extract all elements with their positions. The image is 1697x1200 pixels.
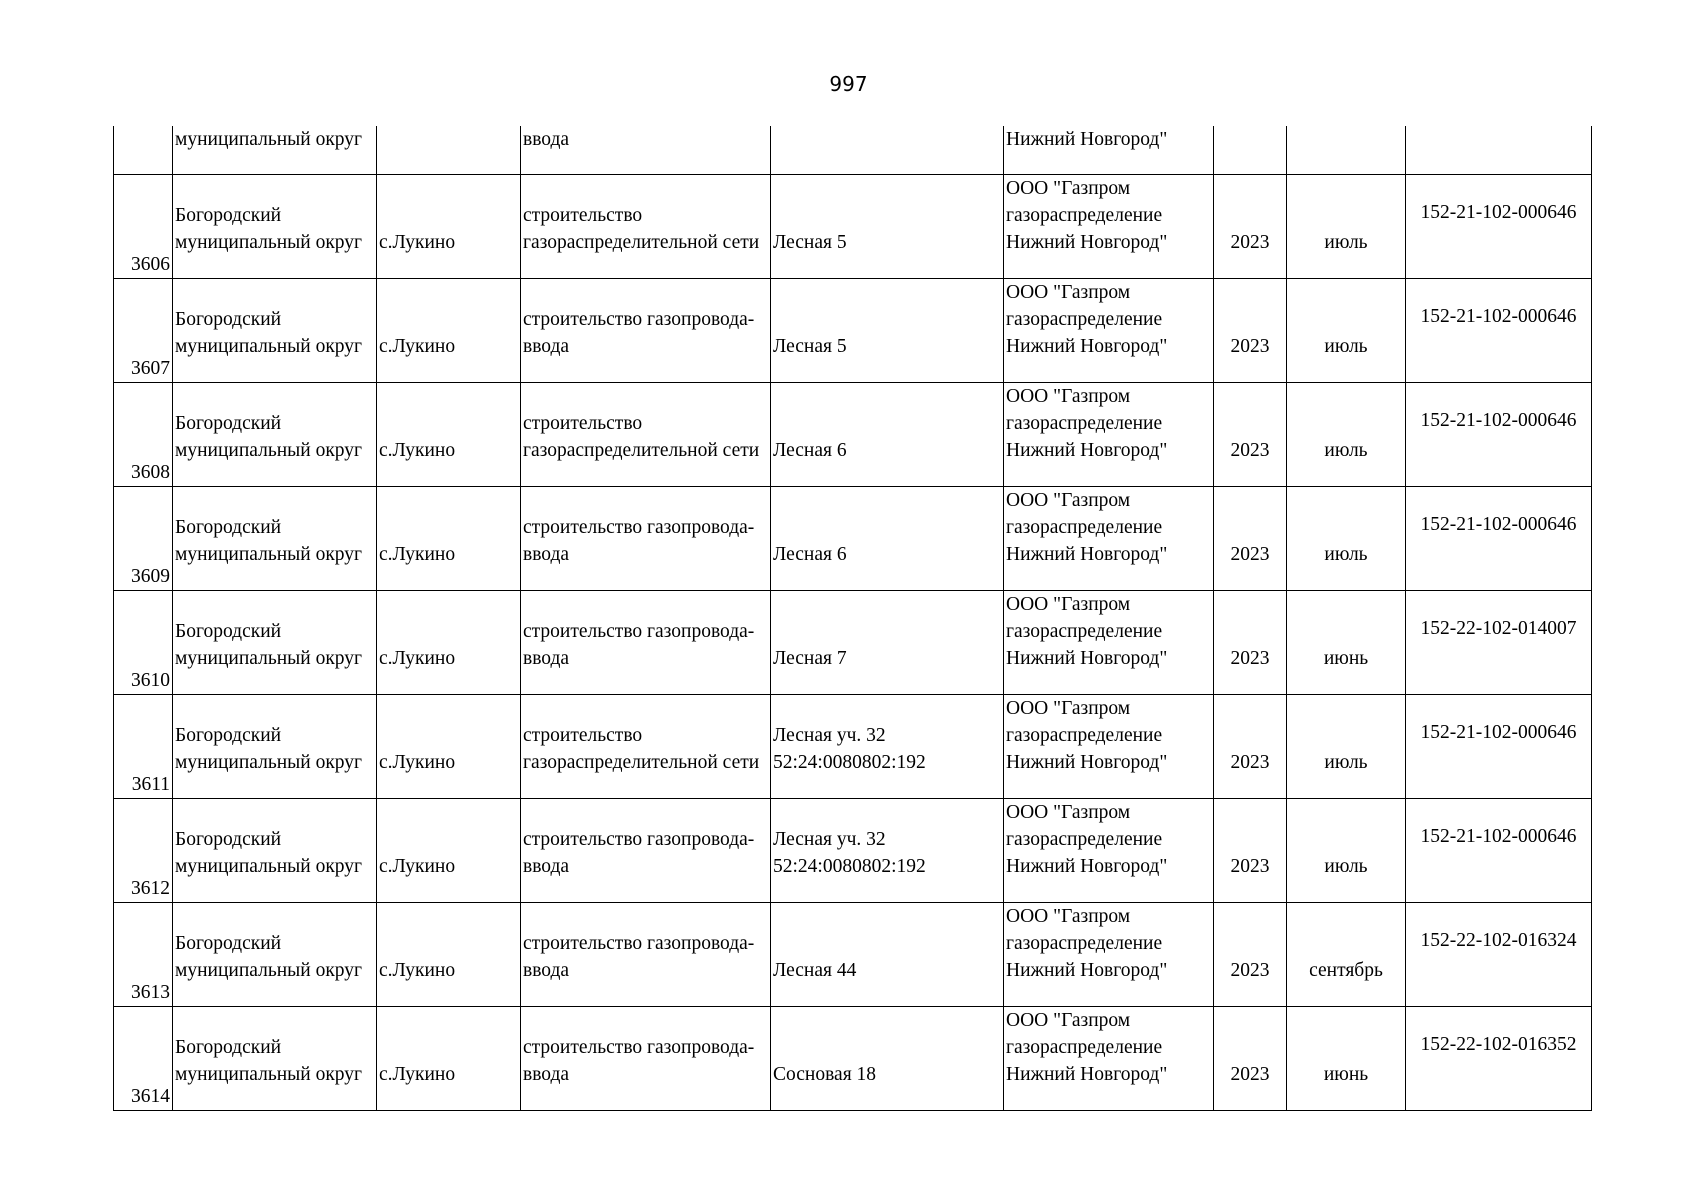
- cell-month: [1287, 126, 1406, 175]
- cell-organization: [1004, 695, 1214, 799]
- cell-year-text: 2023: [1230, 856, 1270, 877]
- cell-month: [1287, 799, 1406, 903]
- cell-code-text: 152-21-102-000646: [1420, 826, 1577, 847]
- table-row: [114, 1007, 1592, 1111]
- cell-organization-text: ООО "Газпром газораспределение Нижний Новгород": [1006, 698, 1168, 773]
- cell-place-text: с.Лукино: [379, 232, 456, 253]
- cell-organization: [1004, 799, 1214, 903]
- cell-place: [377, 903, 521, 1007]
- cell-year-text: 2023: [1230, 232, 1270, 253]
- cell-address-text: Лесная 5: [773, 336, 847, 357]
- cell-place-text: с.Лукино: [379, 336, 456, 357]
- cell-year: [1214, 383, 1287, 487]
- cell-place-text: с.Лукино: [379, 1064, 456, 1085]
- cell-district: муниципальный округ: [173, 126, 377, 175]
- cell-code-text: 152-22-102-016324: [1420, 930, 1577, 951]
- cell-number-text: 3608: [131, 462, 170, 483]
- cell-address: [771, 903, 1004, 1007]
- cell-place: [377, 487, 521, 591]
- cell-year-text: 2023: [1230, 960, 1270, 981]
- cell-month: [1287, 175, 1406, 279]
- works-table: [113, 126, 1592, 1111]
- cell-year-text: 2023: [1230, 440, 1270, 461]
- cell-number: [114, 487, 173, 591]
- cell-month-text: июнь: [1323, 648, 1369, 669]
- cell-address-text: Лесная уч. 32 52:24:0080802:192: [773, 829, 926, 877]
- cell-organization-text: ООО "Газпром газораспределение Нижний Новгород": [1006, 178, 1168, 253]
- cell-year: [1214, 126, 1287, 175]
- cell-place: [377, 1007, 521, 1111]
- cell-district-text: Богородский муниципальный округ: [175, 413, 363, 461]
- cell-district: [173, 279, 377, 383]
- cell-address-text: Лесная уч. 32 52:24:0080802:192: [773, 725, 926, 773]
- cell-month-text: июнь: [1323, 1064, 1369, 1085]
- cell-work-type-text: строительство газопровода-ввода: [523, 933, 755, 981]
- cell-year: [1214, 175, 1287, 279]
- cell-number-text: 3607: [131, 358, 170, 379]
- table-row-continuation: [114, 126, 1592, 175]
- cell-district-text: Богородский муниципальный округ: [175, 1037, 363, 1085]
- table-row: [114, 383, 1592, 487]
- cell-work-type-text: строительство газопровода-ввода: [523, 517, 755, 565]
- cell-work-type: [521, 383, 771, 487]
- cell-work-type: [521, 799, 771, 903]
- cell-organization-text: ООО "Газпром газораспределение Нижний Новгород": [1006, 802, 1168, 877]
- cell-address: [771, 383, 1004, 487]
- cell-place-text: с.Лукино: [379, 440, 456, 461]
- cell-place-text: с.Лукино: [379, 960, 456, 981]
- cell-organization-text: ООО "Газпром газораспределение Нижний Новгород": [1006, 594, 1168, 669]
- cell-month: [1287, 279, 1406, 383]
- page-number: 997: [829, 72, 868, 96]
- cell-place: [377, 175, 521, 279]
- cell-work-type-text: строительство газопровода-ввода: [523, 829, 755, 877]
- cell-month: [1287, 591, 1406, 695]
- cell-organization: [1004, 903, 1214, 1007]
- cell-code: [1406, 383, 1592, 487]
- cell-place-text: с.Лукино: [379, 752, 456, 773]
- cell-work-type: [521, 487, 771, 591]
- cell-month-text: июль: [1324, 232, 1368, 253]
- cell-district-text: Богородский муниципальный округ: [175, 517, 363, 565]
- table-row: [114, 591, 1592, 695]
- cell-district: [173, 175, 377, 279]
- cell-month: [1287, 487, 1406, 591]
- cell-work-type-text: строительство газопровода-ввода: [523, 621, 755, 669]
- cell-address-text: Лесная 44: [773, 960, 857, 981]
- cell-address: [771, 175, 1004, 279]
- cell-number-text: 3610: [131, 670, 170, 691]
- cell-district-text: Богородский муниципальный округ: [175, 933, 363, 981]
- cell-address: [771, 1007, 1004, 1111]
- table-row: [114, 799, 1592, 903]
- cell-year: [1214, 695, 1287, 799]
- cell-month: [1287, 1007, 1406, 1111]
- cell-work-type: [521, 175, 771, 279]
- cell-number: [114, 903, 173, 1007]
- cell-place: [377, 799, 521, 903]
- cell-number: [114, 383, 173, 487]
- cell-district: [173, 799, 377, 903]
- cell-district-text: Богородский муниципальный округ: [175, 829, 363, 877]
- cell-code-text: 152-21-102-000646: [1420, 514, 1577, 535]
- cell-address: [771, 695, 1004, 799]
- cell-year: [1214, 903, 1287, 1007]
- cell-month: [1287, 695, 1406, 799]
- cell-organization-text: ООО "Газпром газораспределение Нижний Новгород": [1006, 490, 1168, 565]
- cell-organization-text: ООО "Газпром газораспределение Нижний Новгород": [1006, 906, 1168, 981]
- cell-number-text: 3611: [131, 774, 170, 795]
- cell-work-type: [521, 903, 771, 1007]
- cell-organization: Нижний Новгород": [1004, 126, 1214, 175]
- cell-address: [771, 279, 1004, 383]
- table-row: [114, 695, 1592, 799]
- cell-organization-text: ООО "Газпром газораспределение Нижний Новгород": [1006, 282, 1168, 357]
- cell-organization: [1004, 383, 1214, 487]
- cell-place: [377, 591, 521, 695]
- cell-address-text: Лесная 6: [773, 440, 847, 461]
- cell-district-text: Богородский муниципальный округ: [175, 621, 363, 669]
- cell-address: [771, 591, 1004, 695]
- cell-number: [114, 799, 173, 903]
- cell-code: [1406, 799, 1592, 903]
- cell-district: [173, 903, 377, 1007]
- cell-place-text: с.Лукино: [379, 856, 456, 877]
- cell-place: [377, 279, 521, 383]
- cell-code-text: 152-22-102-014007: [1420, 618, 1577, 639]
- cell-number: [114, 279, 173, 383]
- cell-address: [771, 799, 1004, 903]
- table-row: [114, 175, 1592, 279]
- cell-organization-text: ООО "Газпром газораспределение Нижний Новгород": [1006, 1010, 1168, 1085]
- cell-number-text: 3612: [131, 878, 170, 899]
- cell-code: [1406, 487, 1592, 591]
- cell-address: [771, 126, 1004, 175]
- cell-year: [1214, 487, 1287, 591]
- cell-code: [1406, 279, 1592, 383]
- cell-district-text: Богородский муниципальный округ: [175, 309, 363, 357]
- cell-district: [173, 1007, 377, 1111]
- cell-address-text: Лесная 6: [773, 544, 847, 565]
- cell-organization: [1004, 279, 1214, 383]
- cell-code-text: 152-21-102-000646: [1420, 306, 1577, 327]
- cell-number: [114, 1007, 173, 1111]
- cell-address-text: Лесная 5: [773, 232, 847, 253]
- cell-year-text: 2023: [1230, 752, 1270, 773]
- cell-address-text: Лесная 7: [773, 648, 847, 669]
- cell-district: [173, 591, 377, 695]
- cell-address: [771, 487, 1004, 591]
- cell-organization: [1004, 591, 1214, 695]
- cell-district-text: Богородский муниципальный округ: [175, 725, 363, 773]
- cell-place-text: с.Лукино: [379, 648, 456, 669]
- table-body: [114, 126, 1592, 1111]
- cell-code: [1406, 903, 1592, 1007]
- cell-work-type: [521, 695, 771, 799]
- cell-work-type-text: строительство газопровода-ввода: [523, 309, 755, 357]
- cell-code-text: 152-22-102-016352: [1420, 1034, 1577, 1055]
- cell-work-type: [521, 1007, 771, 1111]
- cell-code: [1406, 175, 1592, 279]
- cell-work-type-text: строительство газопровода-ввода: [523, 1037, 755, 1085]
- table-row: [114, 279, 1592, 383]
- cell-month-text: июль: [1324, 752, 1368, 773]
- table-row: [114, 487, 1592, 591]
- cell-month-text: июль: [1324, 440, 1368, 461]
- cell-work-type-text: строительство газораспределительной сети: [523, 413, 760, 461]
- cell-work-type: ввода: [521, 126, 771, 175]
- cell-organization: [1004, 175, 1214, 279]
- cell-number-text: 3606: [131, 254, 170, 275]
- cell-code-text: 152-21-102-000646: [1420, 722, 1577, 743]
- cell-work-type: [521, 279, 771, 383]
- cell-month-text: сентябрь: [1309, 960, 1383, 981]
- cell-place-text: с.Лукино: [379, 544, 456, 565]
- cell-code: [1406, 591, 1592, 695]
- cell-number-text: 3613: [131, 982, 170, 1003]
- cell-number-text: 3609: [131, 566, 170, 587]
- cell-year: [1214, 591, 1287, 695]
- cell-address-text: Сосновая 18: [773, 1064, 877, 1085]
- cell-month-text: июль: [1324, 856, 1368, 877]
- cell-year-text: 2023: [1230, 336, 1270, 357]
- cell-year: [1214, 1007, 1287, 1111]
- cell-month-text: июль: [1324, 544, 1368, 565]
- cell-month: [1287, 383, 1406, 487]
- cell-year: [1214, 279, 1287, 383]
- cell-number: [114, 175, 173, 279]
- cell-district: [173, 695, 377, 799]
- cell-district: [173, 487, 377, 591]
- cell-month-text: июль: [1324, 336, 1368, 357]
- cell-code-text: 152-21-102-000646: [1420, 202, 1577, 223]
- cell-year-text: 2023: [1230, 544, 1270, 565]
- cell-number: [114, 591, 173, 695]
- cell-district: [173, 383, 377, 487]
- table-row: [114, 903, 1592, 1007]
- cell-work-type: [521, 591, 771, 695]
- cell-place: [377, 383, 521, 487]
- cell-number: [114, 126, 173, 175]
- cell-place: [377, 126, 521, 175]
- cell-code: [1406, 1007, 1592, 1111]
- cell-organization: [1004, 487, 1214, 591]
- cell-work-type-text: строительство газораспределительной сети: [523, 725, 760, 773]
- cell-year-text: 2023: [1230, 1064, 1270, 1085]
- cell-code: [1406, 695, 1592, 799]
- cell-organization: [1004, 1007, 1214, 1111]
- cell-district-text: Богородский муниципальный округ: [175, 205, 363, 253]
- cell-number-text: 3614: [131, 1086, 170, 1107]
- cell-code-text: 152-21-102-000646: [1420, 410, 1577, 431]
- cell-number: [114, 695, 173, 799]
- cell-organization-text: ООО "Газпром газораспределение Нижний Новгород": [1006, 386, 1168, 461]
- cell-place: [377, 695, 521, 799]
- cell-work-type-text: строительство газораспределительной сети: [523, 205, 760, 253]
- cell-code: [1406, 126, 1592, 175]
- cell-year: [1214, 799, 1287, 903]
- cell-year-text: 2023: [1230, 648, 1270, 669]
- cell-month: [1287, 903, 1406, 1007]
